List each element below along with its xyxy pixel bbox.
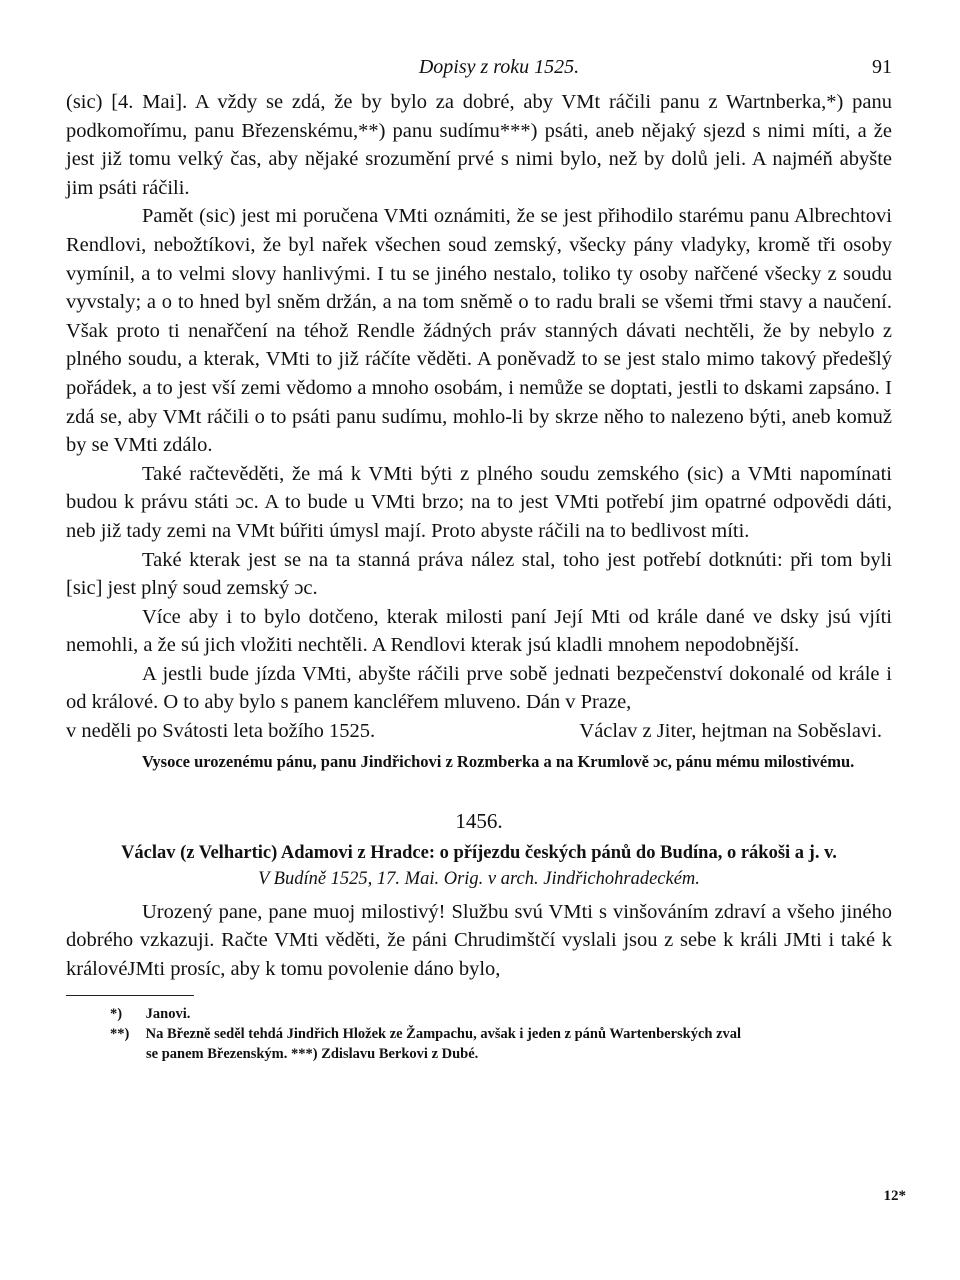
letter-sender: Václav z Jiter, hejtman na Soběslavi.: [579, 720, 882, 743]
paragraph-6: A jestli bude jízda VMti, abyšte ráčili prve sobě jednati bezpečenství dokonalé od krále i od králové. O to aby bylo s panem kancléřem mluveno. Dán v Praze,: [66, 662, 892, 714]
footnote-text: Na Březně seděl tehdá Jindřich Hložek ze Žampachu, avšak i jeden z pánů Wartenberských zval: [145, 1026, 742, 1043]
document-dating: V Budíně 1525, 17. Mai. Orig. v arch. Jindřichohradeckém.: [258, 868, 700, 889]
footnote-mark: *): [110, 1006, 123, 1023]
letter-date: v neděli po Svátosti leta božího 1525.: [66, 720, 376, 743]
paragraph-4: Také kterak jest se na ta stanná práva nález stal, toho jest potřebí dotknúti: při tom byli [sic] jest plný soud zemský ɔc.: [66, 548, 892, 600]
document-number: 1456.: [455, 808, 503, 833]
document-regest: Václav (z Velhartic) Adamovi z Hradce: o příjezdu českých pánů do Budína, o rákoši a j. v.: [121, 842, 837, 863]
running-title: Dopisy z roku 1525.: [418, 56, 580, 78]
paragraph-3: Také račtevěděti, že má k VMti býti z plného soudu zemského (sic) a VMti napomínati budou k právu státi ɔc. A to bude u VMti brzo; na to jest VMti potřebí jim opatrné odpovědi dáti, neb již tady zemi na VMt búřiti úmysl mají. Proto abyste ráčili na to bedlivost míti.: [66, 462, 892, 542]
signature-line: [66, 717, 892, 746]
document-page: [66, 52, 892, 1064]
signature-mark: 12*: [883, 1188, 906, 1204]
footnote-1: [66, 1004, 892, 1024]
footnote-text: se panem Březenským. ***) Zdislavu Berkovi z Dubé.: [146, 1046, 479, 1063]
footnote-text: Janovi.: [145, 1006, 191, 1023]
letter-body: Urozený pane, pane muoj milostivý! Službu svú VMti s vinšováním zdraví a všeho jiného dobrého vzkazuji. Račte VMti věděti, že páni Chrudimštčí vyslali jsou z sebe k králi JMti i také k královéJMti prosíc, aby k tomu povolenie dáno bylo,: [66, 900, 892, 980]
footnote-3: [66, 1044, 892, 1064]
paragraph-2: Pamět (sic) jest mi poručena VMti oznámiti, že se jest přihodilo starému panu Albrechtovi Rendlovi, nebožtíkovi, že byl nařek všechen soud zemský, všecky pány vladyky, kromě tři osoby vymínil, a to velmi slovy hanlivými. I tu se jiného nestalo, toliko ty osoby nařčené všecky z soudu vyvstaly; a o to hned byl sněm držán, a na tom sněmě o to radu brali se všemi třmi stavy a naučení. Však proto ti nenařčení na téhož Rendle žádných práv stanných dávati nechtěli, že by nebylo z plného soudu, a kterak, VMti to již ráčíte věděti. A poněvadž to se jest stalo mimo takový předešlý pořádek, a to jest vší zemi vědomo a mnoho osobám, i nemůže se doptati, jestli to dskami zapsáno. I zdá se, aby VMt ráčili o to psáti panu sudímu, mohlo-li by skrze něho to nalezeno býti, aneb komuž by se VMti zdálo.: [66, 205, 892, 457]
footnote-2: [66, 1024, 892, 1044]
footnote-mark: **): [110, 1026, 130, 1043]
page-number: 91: [872, 56, 892, 78]
footnote-rule: [66, 995, 194, 996]
running-head: [66, 52, 892, 88]
paragraph-5: Více aby i to bylo dotčeno, kterak milosti paní Její Mti od krále dané ve dsky jsú vjíti nemohli, a že sú jich vložiti nechtěli. A Rendlovi kterak jsú kladli mnohem nepodobnější.: [66, 605, 892, 657]
paragraph-1: (sic) [4. Mai]. A vždy se zdá, že by bylo za dobré, aby VMt ráčili panu z Wartnberka,*) panu podkomořímu, panu Březenskému,**) panu sudímu***) psáti, aneb nějaký sjezd s nimi míti, a že jest již tomu velký čas, aby nějaké srozumění prvé s nimi bylo, než by dolů jeli. A najméň abyšte jim psáti ráčili.: [66, 91, 892, 199]
letter-address: Vysoce urozenému pánu, panu Jindřichovi z Rozmberka a na Krumlově ɔc, pánu mému milostivému.: [142, 751, 855, 771]
